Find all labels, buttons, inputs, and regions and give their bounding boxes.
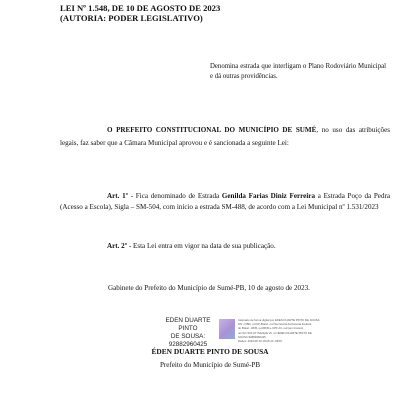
place-and-date: Gabinete do Prefeito do Município de Sumé-PB, 10 de agosto de 2023. — [108, 284, 310, 292]
digital-signature-seal — [219, 317, 345, 343]
article-1-label: Art. 1º — [107, 192, 129, 200]
article-2-text: - Esta Lei entra em vigor na data de sua publicação. — [127, 242, 276, 250]
article-1 — [60, 191, 390, 212]
digital-signature — [157, 317, 345, 348]
digital-signature-line-1: EDEN DUARTE PINTO — [165, 317, 211, 332]
intro-text: , no uso das atribuições legais, faz saber que a Câmara Municipal aprovou e é sancionada a seguinte Lei: — [60, 126, 390, 147]
seal-line: Assinado de forma digital por EDEN DUARTE PINTO DE SOUSA — [238, 318, 320, 322]
intro-paragraph — [60, 124, 390, 150]
article-1-text-a: - Fica denominado de Estrada — [128, 192, 222, 200]
seal-line: Dados: 2023.08.10 10:25:10 -03'00' — [238, 339, 283, 344]
seal-line: DN: c=BR, o=ICP-Brasil, ou=Secretaria da Receita Federal — [238, 322, 312, 327]
article-2-label: Art. 2º — [107, 242, 128, 250]
digital-signature-details — [238, 318, 342, 343]
law-summary: Denomina estrada que interligam o Plano Rodoviário Municipal e dá outras providências. — [210, 63, 386, 80]
mayor-heading: O PREFEITO CONSTITUCIONAL DO MUNICÍPIO DE SUMÉ — [107, 126, 317, 134]
law-number-title: LEI Nº 1.548, DE 10 DE AGOSTO DE 2023 — [60, 3, 221, 13]
certificate-logo-icon — [219, 319, 235, 339]
seal-line: ou=AC SOLUTI Multipla v5, cn=EDEN DUARTE PINTO DE — [238, 330, 312, 335]
signer-title: Prefeito do Município de Sumé-PB — [159, 361, 261, 369]
seal-line: SOUSA:92882960425 — [238, 334, 266, 339]
digital-signature-line-2: DE SOUSA: — [170, 333, 206, 340]
law-authorship: (AUTORIA: PODER LEGISLATIVO) — [60, 13, 203, 23]
road-honoree-name: Genilda Farias Diniz Ferreira — [221, 192, 315, 200]
article-2 — [60, 240, 390, 253]
article-1-text-b: a Estrada Poço da Pedra (Acesso a Escola), Sigla – SM-504, com início a estrada SM-488, de acordo com a Lei Municipal nº 1.531/2023 — [60, 192, 391, 211]
seal-line: do Brasil - RFB, ou=RFB e-CPF A3, ou=(em branco), — [238, 326, 304, 331]
signer-name: ÉDEN DUARTE PINTO DE SOUSA — [151, 347, 269, 356]
digital-signature-signer — [157, 317, 219, 349]
digital-signature-line-3: 92882960425 — [168, 341, 208, 348]
